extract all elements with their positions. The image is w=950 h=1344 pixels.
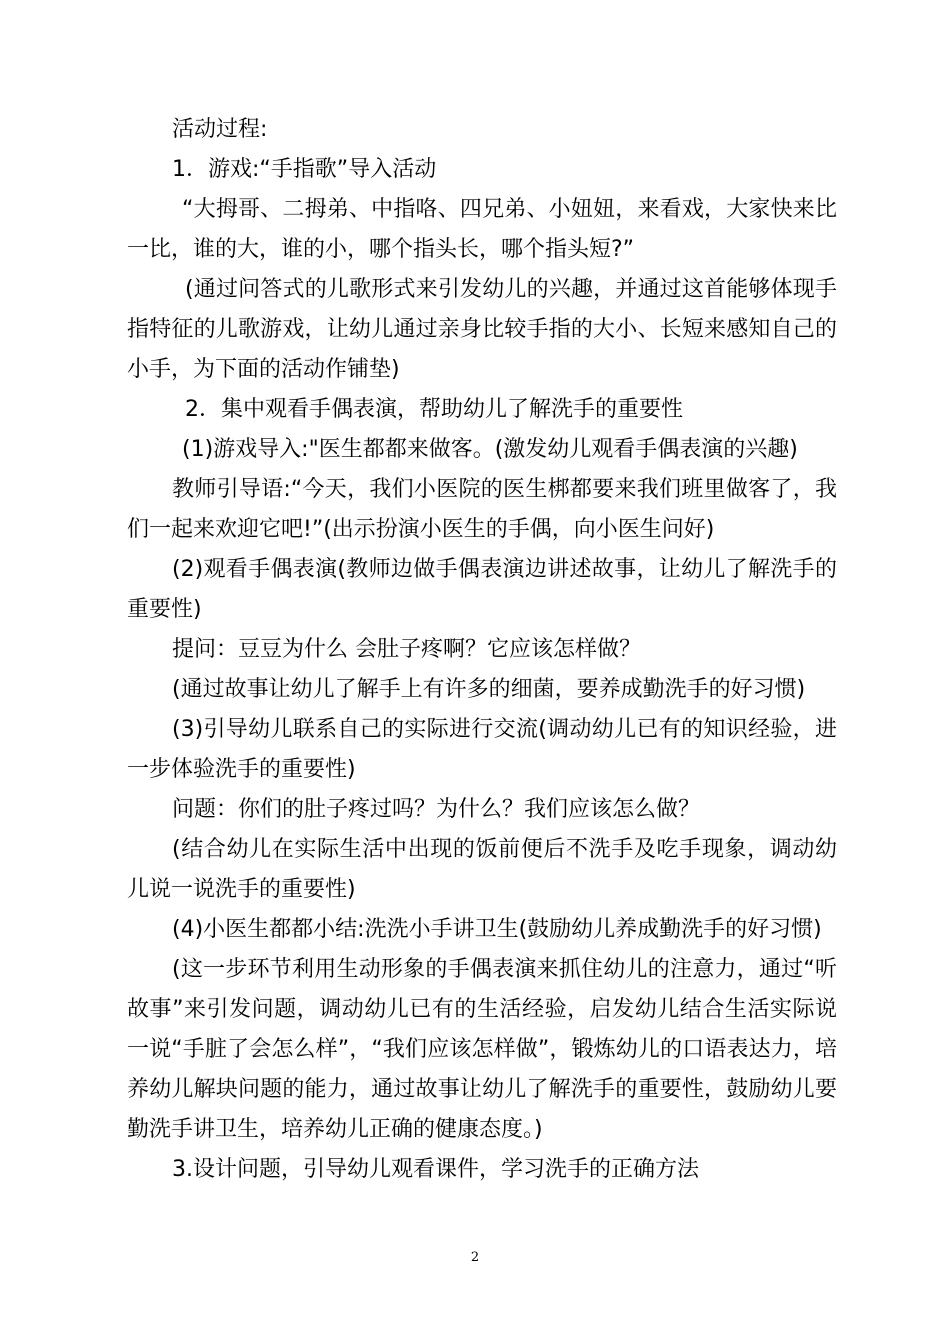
page-number: 2 xyxy=(470,1250,480,1265)
section-heading-activity-process: 活动过程: xyxy=(172,117,268,142)
teacher-guide-speech: 教师引导语:“今天，我们小医院的医生梆都要来我们班里做客了，我们一起来欢迎它吧!”(出示扮演小医生的手偶，向小医生问好) xyxy=(127,477,837,542)
substep-1-game-intro: (1)游戏导入:"医生都都来做客。(激发幼儿观看手偶表演的兴趣) xyxy=(182,437,798,462)
discussion-note: (结合幼儿在实际生活中出现的饭前便后不洗手及吃手现象，调动幼儿说一说洗手的重要性) xyxy=(127,837,837,902)
question-doudou: 提问：豆豆为什么 会肚子疼啊？它应该怎样做？ xyxy=(172,637,641,662)
substep-2-puppet-show: (2)观看手偶表演(教师边做手偶表演边讲述故事，让幼儿了解洗手的重要性) xyxy=(127,557,837,622)
puppet-show-note: (通过故事让幼儿了解手上有许多的细菌，要养成勤洗手的好习惯) xyxy=(172,677,806,702)
finger-song-note: (通过问答式的儿歌形式来引发幼儿的兴趣，并通过这首能够体现手指特征的儿歌游戏，让幼儿通过亲身比较手指的大小、长短来感知自己的小手，为下面的活动作铺垫) xyxy=(127,277,837,382)
question-stomachache: 问题：你们的肚子疼过吗？为什么？我们应该怎么做？ xyxy=(172,797,701,822)
step-heading-2: 2．集中观看手偶表演，帮助幼儿了解洗手的重要性 xyxy=(185,397,683,422)
substep-3-discussion: (3)引导幼儿联系自己的实际进行交流(调动幼儿已有的知识经验，进一步体验洗手的重要性) xyxy=(127,717,837,782)
step-heading-1: 1．游戏:“手指歌”导入活动 xyxy=(172,157,437,182)
step-2-reflection-note: (这一步环节利用生动形象的手偶表演来抓住幼儿的注意力，通过“听故事”来引发问题，调动幼儿已有的生活经验，启发幼儿结合生活实际说一说“手脏了会怎么样”，“我们应该怎样做”，锻炼幼儿的口语表达力，培养幼儿解块问题的能力，通过故事让幼儿了解洗手的重要性，鼓励幼儿要勤洗手讲卫生，培养幼儿正确的健康态度。) xyxy=(127,957,837,1142)
finger-song-quote: “大拇哥、二拇弟、中指咯、四兄弟、小妞妞，来看戏，大家快来比一比，谁的大，谁的小，哪个指头长，哪个指头短?” xyxy=(127,197,837,262)
step-heading-3: 3.设计问题，引导幼儿观看课件，学习洗手的正确方法 xyxy=(172,1157,699,1182)
document-body xyxy=(127,110,837,1190)
substep-4-summary: (4)小医生都都小结:洗洗小手讲卫生(鼓励幼儿养成勤洗手的好习惯) xyxy=(172,917,822,942)
